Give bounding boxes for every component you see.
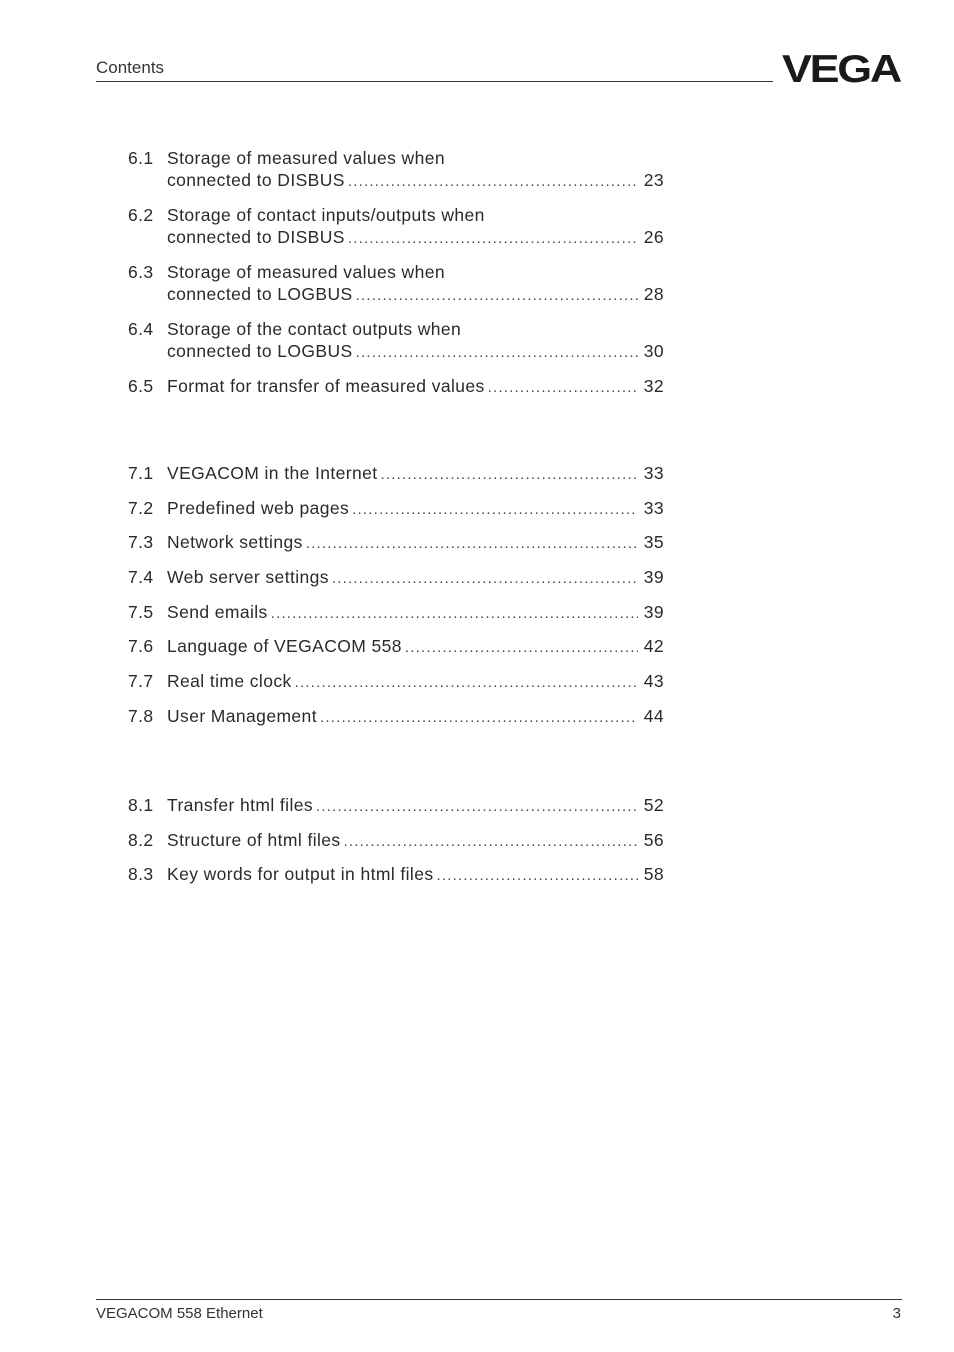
toc-number: 7.3 <box>128 532 154 553</box>
toc-number: 6.5 <box>128 376 154 396</box>
toc-leader <box>295 672 638 694</box>
toc-section-7 <box>128 462 664 727</box>
toc-entry-6-5[interactable] <box>128 375 664 397</box>
toc-entry-7-8[interactable] <box>128 705 664 727</box>
toc-title: User Management <box>167 705 317 726</box>
toc-number: 8.1 <box>128 795 154 815</box>
toc-title: Storage of measured values when <box>167 148 445 168</box>
toc-number: 7.7 <box>128 671 154 692</box>
toc-entry-6-4[interactable] <box>128 318 664 362</box>
toc-number: 7.2 <box>128 497 154 518</box>
toc-number: 6.4 <box>128 319 154 339</box>
toc-page: 44 <box>643 705 664 726</box>
footer-product: VEGACOM 558 Ethernet <box>96 1305 263 1322</box>
toc-title: Predefined web pages <box>167 497 350 518</box>
toc-page: 43 <box>643 671 664 692</box>
footer-page-number: 3 <box>892 1305 901 1322</box>
toc-leader <box>356 342 638 364</box>
toc-title: Structure of html files <box>167 829 341 850</box>
toc-page: 58 <box>643 864 664 885</box>
toc-entry-7-4[interactable] <box>128 566 664 588</box>
toc-page: 23 <box>643 170 664 190</box>
toc-title-cont: connected to LOGBUS <box>167 284 353 304</box>
toc-page: 35 <box>643 532 664 553</box>
toc-leader <box>348 171 638 193</box>
toc-title-cont: connected to DISBUS <box>167 227 345 247</box>
toc-page: 56 <box>643 829 664 850</box>
toc-entry-7-7[interactable] <box>128 670 664 692</box>
toc-title: Language of VEGACOM 558 <box>167 636 402 657</box>
toc-title: Storage of measured values when <box>167 262 445 282</box>
toc-title: Key words for output in html files <box>167 864 434 885</box>
toc-leader <box>488 377 638 399</box>
header-divider <box>96 81 773 82</box>
toc-title: Real time clock <box>167 671 292 692</box>
toc-title-cont: connected to LOGBUS <box>167 341 353 361</box>
svg-text:VEGA: VEGA <box>782 52 902 84</box>
toc-number: 7.8 <box>128 705 154 726</box>
toc-number: 7.5 <box>128 601 154 622</box>
toc-title: Format for transfer of measured values <box>167 376 485 396</box>
toc-leader <box>381 464 638 486</box>
toc-entry-8-3[interactable] <box>128 863 664 885</box>
toc-entry-7-6[interactable] <box>128 635 664 657</box>
toc-title: Network settings <box>167 532 303 553</box>
toc-page: 33 <box>643 497 664 518</box>
toc-leader <box>332 568 638 590</box>
toc-entry-7-1[interactable] <box>128 462 664 484</box>
toc-number: 7.1 <box>128 463 154 483</box>
toc-leader <box>306 533 638 555</box>
toc-leader <box>344 831 638 853</box>
toc-page: 39 <box>643 601 664 622</box>
toc-page: 26 <box>643 227 664 247</box>
toc-number: 8.3 <box>128 864 154 885</box>
toc-section-6 <box>128 147 664 397</box>
footer-divider <box>96 1299 902 1300</box>
toc-leader <box>356 285 638 307</box>
vega-logo <box>782 52 902 84</box>
toc-leader <box>320 707 638 729</box>
toc-page: 32 <box>643 376 664 396</box>
toc-entry-7-5[interactable] <box>128 601 664 623</box>
toc-title-cont: connected to DISBUS <box>167 170 345 190</box>
toc-leader <box>437 865 638 887</box>
header-title: Contents <box>96 58 165 77</box>
toc-entry-7-3[interactable] <box>128 531 664 553</box>
toc-title: Transfer html files <box>167 795 314 815</box>
toc-entry-6-3[interactable] <box>128 261 664 305</box>
toc-leader <box>316 796 638 818</box>
toc-page: 30 <box>643 341 664 361</box>
toc-title: VEGACOM in the Internet <box>167 463 378 483</box>
toc-number: 8.2 <box>128 829 154 850</box>
toc-entry-8-2[interactable] <box>128 829 664 851</box>
toc-page: 28 <box>643 284 664 304</box>
toc-page: 42 <box>643 636 664 657</box>
toc-entry-6-2[interactable] <box>128 204 664 248</box>
toc-number: 6.2 <box>128 205 154 225</box>
toc-title: Send emails <box>167 601 268 622</box>
toc-page: 52 <box>643 795 664 815</box>
toc-entry-6-1[interactable] <box>128 147 664 191</box>
toc-title: Storage of the contact outputs when <box>167 319 462 339</box>
toc-number: 7.6 <box>128 636 154 657</box>
toc-number: 6.1 <box>128 148 154 168</box>
toc-entry-8-1[interactable] <box>128 794 664 816</box>
toc-title: Storage of contact inputs/outputs when <box>167 205 485 225</box>
toc-section-8 <box>128 794 664 885</box>
toc-leader <box>271 603 638 625</box>
toc-leader <box>348 228 638 250</box>
toc-page: 33 <box>643 463 664 483</box>
toc-title: Web server settings <box>167 567 329 588</box>
toc-leader <box>352 499 638 521</box>
toc-number: 7.4 <box>128 567 154 588</box>
toc-page: 39 <box>643 567 664 588</box>
toc-leader <box>405 637 638 659</box>
toc-number: 6.3 <box>128 262 154 282</box>
toc-entry-7-2[interactable] <box>128 497 664 519</box>
